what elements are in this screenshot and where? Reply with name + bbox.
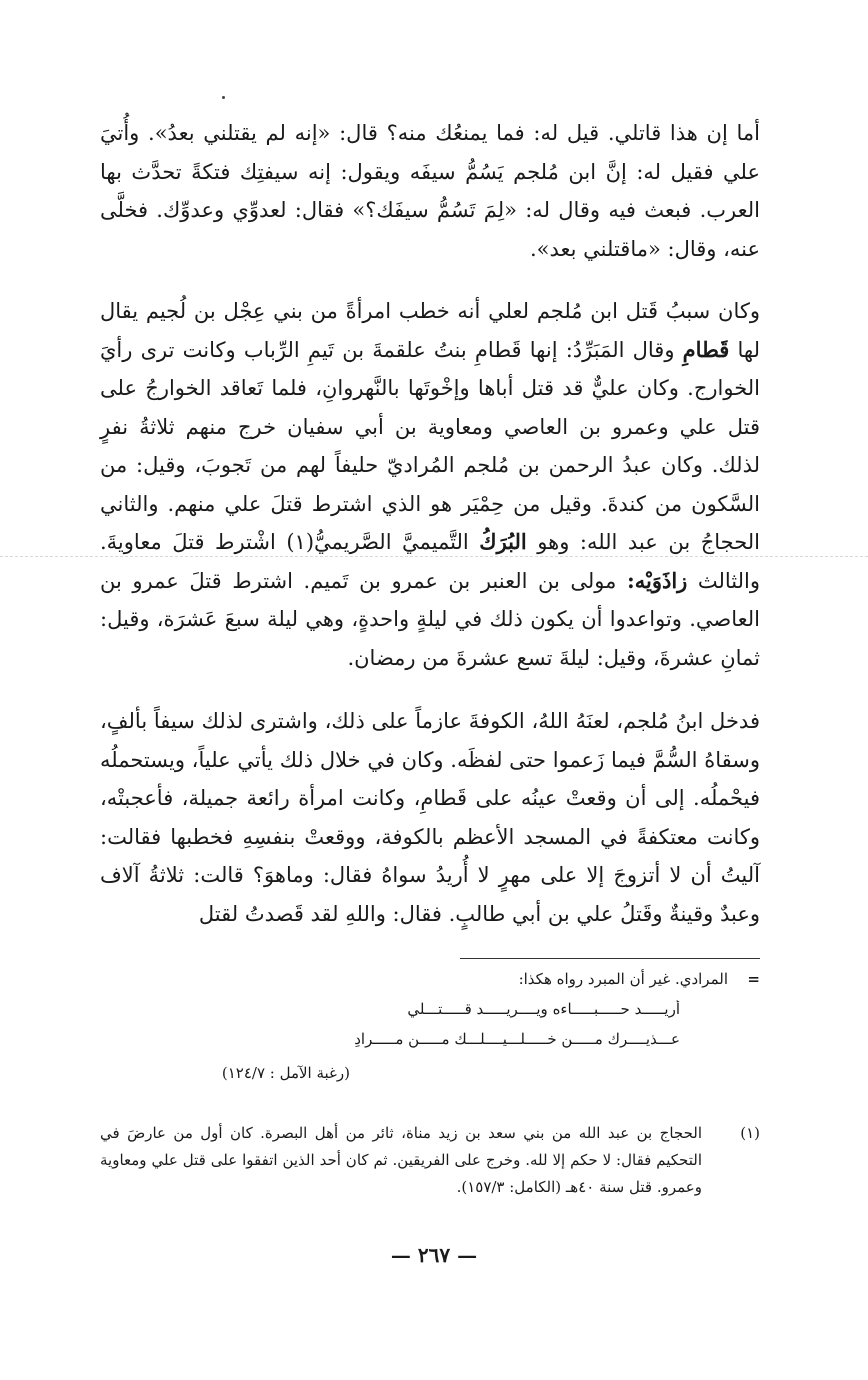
footnote-1 [100,1120,760,1201]
name-zadhawayh: زاذَوَيْه: [626,567,688,593]
name-burak: البُرَكُ [479,529,527,554]
continuation-text: المرادي. غير أن المبرد رواه هكذا: [518,970,728,988]
footnote-separator [460,958,760,959]
paragraph-2-text-d: مولى بن العنبر بن عمرو بن تَميم. اشترط قتلَ عمرو بن العاصي. وتواعدوا أن يكون ذلك في ليلةٍ واحدةٍ، وهي ليلة سبعَ عَشرَة، وقيل: ثمانِ عشرةَ، وقيل: ليلةَ تسع عشرةَ من رمضان. [100,568,760,670]
paragraph-2-text-b: وقال المَبَرِّدُ: إنها قَطامِ بنتُ علقمةَ بن تَيمِ الرِّباب وكانت ترى رأيَ الخوارج. وكان عليٌّ قد قتل أباها وإخْوتَها بالنَّهروانِ، فلما تَعاقد الخوارجُ على قتل علي وعمرو بن العاصي ومعاوية بن أبي سفيان خرج منهم ثلاثةُ نفرٍ لذلك. وكان عبدُ الرحمن بن مُلجم المُراديّ حليفاً لهم من تَجوبَ، وقيل: من السَّكون من كندةَ. وقيل من حِمْيَر هو الذي اشترط قتلَ علي منهم. والثاني الحجاجُ بن عبد الله: وهو [100,337,760,554]
paragraph-1: أما إن هذا قاتلي. قيل له: فما يمنعُك منه؟ قال: «إنه لم يقتلني بعدُ». وأُتيَ علي فقيل له: إنَّ ابن مُلجم يَسُمُّ سيفَه ويقول: إنه سيفتِك فتكةً تحدَّث بها العرب. فبعث فيه وقال له: «لِمَ تَسُمُّ سيفَك؟» فقال: لعدوِّي وعدوِّك. فخلَّى عنه، وقال: «ماقتلني بعد». [100,121,760,261]
scan-fold-line [0,556,868,557]
verse-line-1: أريـــــد حـــــبـــــاءه ويــــريـــــد قـــــتـــلي [407,1000,680,1018]
page-number: — ٢٦٧ — [390,1243,478,1267]
scan-speck [222,96,225,99]
footnote-continuation [140,966,760,992]
name-qatam: قَطامِ [682,336,730,362]
verse-line-2: عـــذيــــرك مـــــن خـــــلـــيــــلـــك مـــــن مـــــرادِ [354,1030,680,1048]
paragraph-2-text-a: وكان سببُ قَتل ابن مُلجم لعلي أنه خطب امرأةً من بني عِجْل بن لُجيم يقال لها [100,299,761,362]
continuation-marker: = [747,970,760,988]
paragraph-2 [100,292,760,677]
paragraph-2-text-c: التَّميميَّ الصَّريميُّ(١) اشْترط قتلَ معاويةَ. والثالث [100,530,760,593]
footnote-1-text: الحجاج بن عبد الله من بني سعد بن زيد مناة، ثائر من أهل البصرة. كان أول من عارضَ في التحكيم فقال: لا حكم إلا لله. وخرج على الفريقين. ثم كان أحد الذين اتفقوا على قتل علي ومعاوية وعمرو. قتل سنة ٤٠هـ (الكامل: ١٥٧/٣). [100,1124,702,1196]
verse-source: (رغبة الآمل : ١٢٤/٧) [221,1064,350,1082]
footnote-1-number: (١) [740,1124,760,1142]
paragraph-3: فدخل ابنُ مُلجم، لعنَهُ اللهُ، الكوفةَ عازماً على ذلك، واشترى لذلك سيفاً بألفٍ، وسقاهُ السُّمَّ فيما زَعموا حتى لفظَه. وكان في خلال ذلك يأتي علياً، ويستحملُه فيحْملُه. إلى أن وقعتْ عينُه على قَطامِ، وكانت امرأة رائعة جميلة، فأعجبتْه، وكانت معتكفةً في المسجد الأعظم بالكوفة، ووقعتْ بنفسِهِ فخطبها فقالت: آليتُ أن لا أتزوجَ إلا على مهرٍ لا أُريدُ سواهُ فقال: وماهوَ؟ قالت: ثلاثةُ آلاف وعبدٌ وقينةٌ وقَتلُ علي بن أبي طالبٍ. فقال: واللهِ لقد قَصدتُ لقتل [100,709,760,926]
